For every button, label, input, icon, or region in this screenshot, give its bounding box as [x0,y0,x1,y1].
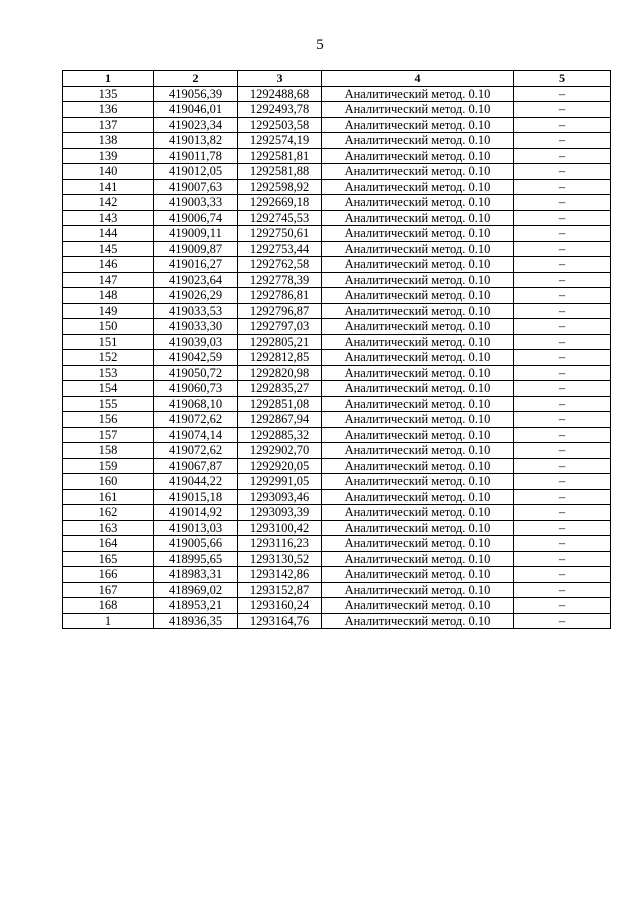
table-cell: Аналитический метод. 0.10 [322,241,514,257]
table-cell: 419023,64 [154,272,238,288]
table-cell: – [514,613,611,629]
table-cell: 159 [63,458,154,474]
table-cell: – [514,427,611,443]
table-cell: 419033,53 [154,303,238,319]
table-cell: 1292885,32 [238,427,322,443]
table-cell: – [514,505,611,521]
table-row [63,505,611,521]
table-row [63,226,611,242]
table-cell: 138 [63,133,154,149]
table-row [63,412,611,428]
table-cell: – [514,443,611,459]
table-cell: Аналитический метод. 0.10 [322,582,514,598]
table-cell: Аналитический метод. 0.10 [322,381,514,397]
table-cell: – [514,567,611,583]
table-cell: 152 [63,350,154,366]
table-cell: 139 [63,148,154,164]
header-cell: 4 [322,71,514,87]
table-row [63,458,611,474]
table-row [63,164,611,180]
table-cell: 1292786,81 [238,288,322,304]
table-cell: – [514,102,611,118]
table-row [63,567,611,583]
table-cell: 419007,63 [154,179,238,195]
table-cell: 142 [63,195,154,211]
table-row [63,381,611,397]
table-cell: 1292902,70 [238,443,322,459]
table-cell: 149 [63,303,154,319]
table-cell: 165 [63,551,154,567]
table-cell: – [514,210,611,226]
table-cell: Аналитический метод. 0.10 [322,195,514,211]
table-cell: Аналитический метод. 0.10 [322,210,514,226]
table-row [63,117,611,133]
table-cell: 1292493,78 [238,102,322,118]
table-cell: Аналитический метод. 0.10 [322,288,514,304]
table-cell: 1293093,39 [238,505,322,521]
table-row [63,303,611,319]
table-row [63,102,611,118]
table-cell: 1292797,03 [238,319,322,335]
table-cell: Аналитический метод. 0.10 [322,551,514,567]
table-cell: 419042,59 [154,350,238,366]
table-cell: 419006,74 [154,210,238,226]
table-row [63,396,611,412]
header-cell: 1 [63,71,154,87]
table-cell: Аналитический метод. 0.10 [322,474,514,490]
table-cell: 168 [63,598,154,614]
table-cell: – [514,86,611,102]
table-cell: – [514,536,611,552]
table-cell: – [514,582,611,598]
table-cell: 419046,01 [154,102,238,118]
table-cell: – [514,179,611,195]
table-cell: 419068,10 [154,396,238,412]
table-cell: 1292598,92 [238,179,322,195]
table-cell: 167 [63,582,154,598]
table-cell: 419026,29 [154,288,238,304]
table-cell: 137 [63,117,154,133]
table-cell: 158 [63,443,154,459]
table-cell: – [514,365,611,381]
table-row [63,489,611,505]
table-cell: 419072,62 [154,443,238,459]
table-cell: Аналитический метод. 0.10 [322,179,514,195]
table-cell: 1292835,27 [238,381,322,397]
table-cell: 163 [63,520,154,536]
table-cell: 1292920,05 [238,458,322,474]
table-cell: Аналитический метод. 0.10 [322,117,514,133]
table-cell: 419005,66 [154,536,238,552]
table-cell: 1292762,58 [238,257,322,273]
table-cell: 1 [63,613,154,629]
table-cell: – [514,117,611,133]
table-cell: 1292750,61 [238,226,322,242]
table-row [63,474,611,490]
table-cell: 155 [63,396,154,412]
table-cell: – [514,272,611,288]
table-cell: Аналитический метод. 0.10 [322,443,514,459]
table-cell: 1292991,05 [238,474,322,490]
table-cell: – [514,303,611,319]
page-number: 5 [316,37,324,53]
table-header-row [63,71,611,87]
table-cell: Аналитический метод. 0.10 [322,489,514,505]
table-row [63,365,611,381]
table-row [63,536,611,552]
table-cell: 1293160,24 [238,598,322,614]
table-cell: – [514,520,611,536]
table-row [63,443,611,459]
table-cell: 151 [63,334,154,350]
table-cell: 150 [63,319,154,335]
table-cell: 160 [63,474,154,490]
table-cell: Аналитический метод. 0.10 [322,365,514,381]
table-cell: 1293142,86 [238,567,322,583]
header-cell: 2 [154,71,238,87]
table-cell: 419009,87 [154,241,238,257]
table-cell: 419013,03 [154,520,238,536]
table-cell: 418969,02 [154,582,238,598]
table-row [63,319,611,335]
table-cell: – [514,551,611,567]
table-cell: 146 [63,257,154,273]
table-cell: Аналитический метод. 0.10 [322,164,514,180]
table-cell: 1292581,81 [238,148,322,164]
table-row [63,272,611,288]
table-cell: Аналитический метод. 0.10 [322,598,514,614]
table-row [63,582,611,598]
table-cell: Аналитический метод. 0.10 [322,303,514,319]
table-cell: 136 [63,102,154,118]
table-cell: 156 [63,412,154,428]
table-cell: Аналитический метод. 0.10 [322,226,514,242]
table-cell: 419003,33 [154,195,238,211]
table-cell: 419067,87 [154,458,238,474]
table-cell: 419039,03 [154,334,238,350]
table-cell: – [514,319,611,335]
table-cell: 418953,21 [154,598,238,614]
table-cell: 419011,78 [154,148,238,164]
table-cell: 419074,14 [154,427,238,443]
table-cell: – [514,396,611,412]
table-cell: 140 [63,164,154,180]
table-cell: 1293164,76 [238,613,322,629]
table-cell: 1293152,87 [238,582,322,598]
table-cell: 419072,62 [154,412,238,428]
table-cell: 1292820,98 [238,365,322,381]
table-cell: 1292778,39 [238,272,322,288]
table-cell: 1292669,18 [238,195,322,211]
table-cell: Аналитический метод. 0.10 [322,412,514,428]
table-cell: 418983,31 [154,567,238,583]
table-cell: 1292488,68 [238,86,322,102]
table-cell: 1293100,42 [238,520,322,536]
table-row [63,86,611,102]
table-row [63,613,611,629]
table-cell: 1292796,87 [238,303,322,319]
table-row [63,210,611,226]
table-cell: 419009,11 [154,226,238,242]
table-cell: – [514,164,611,180]
table-cell: 419015,18 [154,489,238,505]
table-cell: 157 [63,427,154,443]
table-cell: 1292867,94 [238,412,322,428]
table-cell: Аналитический метод. 0.10 [322,334,514,350]
table-cell: 148 [63,288,154,304]
table-cell: – [514,241,611,257]
table-cell: 1293116,23 [238,536,322,552]
table-cell: 1292753,44 [238,241,322,257]
table-cell: 153 [63,365,154,381]
header-cell: 3 [238,71,322,87]
table-cell: 1292805,21 [238,334,322,350]
table-row [63,551,611,567]
table-cell: – [514,474,611,490]
table-cell: 1292503,58 [238,117,322,133]
table-cell: Аналитический метод. 0.10 [322,613,514,629]
table-cell: 419016,27 [154,257,238,273]
table-row [63,179,611,195]
table-cell: 143 [63,210,154,226]
table-cell: 1293130,52 [238,551,322,567]
table-cell: – [514,381,611,397]
table-cell: 164 [63,536,154,552]
table-cell: 1293093,46 [238,489,322,505]
table-cell: – [514,257,611,273]
table-cell: Аналитический метод. 0.10 [322,102,514,118]
table-cell: – [514,195,611,211]
table-row [63,257,611,273]
table-cell: 1292581,88 [238,164,322,180]
table-row [63,520,611,536]
table-cell: Аналитический метод. 0.10 [322,427,514,443]
table-cell: 1292745,53 [238,210,322,226]
table-body [63,86,611,629]
table-cell: 144 [63,226,154,242]
table-cell: 154 [63,381,154,397]
table-cell: 419044,22 [154,474,238,490]
table-cell: 162 [63,505,154,521]
table-cell: Аналитический метод. 0.10 [322,567,514,583]
table-cell: Аналитический метод. 0.10 [322,133,514,149]
table-cell: 418936,35 [154,613,238,629]
table-cell: 419056,39 [154,86,238,102]
table-cell: 419012,05 [154,164,238,180]
table-cell: Аналитический метод. 0.10 [322,536,514,552]
table-cell: Аналитический метод. 0.10 [322,520,514,536]
table-cell: 166 [63,567,154,583]
table-row [63,148,611,164]
table-cell: Аналитический метод. 0.10 [322,148,514,164]
table-cell: 418995,65 [154,551,238,567]
table-row [63,288,611,304]
coordinates-table [62,70,611,629]
table-cell: 419014,92 [154,505,238,521]
table-cell: Аналитический метод. 0.10 [322,272,514,288]
table-cell: 419060,73 [154,381,238,397]
table-row [63,195,611,211]
table-cell: 1292812,85 [238,350,322,366]
table-row [63,350,611,366]
table-cell: 147 [63,272,154,288]
table-cell: Аналитический метод. 0.10 [322,319,514,335]
table-row [63,241,611,257]
header-cell: 5 [514,71,611,87]
table-cell: – [514,350,611,366]
table-cell: 419033,30 [154,319,238,335]
table-cell: – [514,598,611,614]
table-cell: Аналитический метод. 0.10 [322,458,514,474]
table-cell: 1292574,19 [238,133,322,149]
table-row [63,598,611,614]
table-row [63,334,611,350]
table-row [63,427,611,443]
table-cell: Аналитический метод. 0.10 [322,396,514,412]
table-cell: – [514,458,611,474]
table-cell: 419050,72 [154,365,238,381]
table-cell: – [514,148,611,164]
table-cell: Аналитический метод. 0.10 [322,86,514,102]
table-cell: – [514,133,611,149]
table-cell: – [514,489,611,505]
table-cell: 145 [63,241,154,257]
table-cell: 161 [63,489,154,505]
table-cell: Аналитический метод. 0.10 [322,350,514,366]
table-cell: Аналитический метод. 0.10 [322,257,514,273]
table-cell: 419023,34 [154,117,238,133]
table-cell: 419013,82 [154,133,238,149]
table-cell: 1292851,08 [238,396,322,412]
table-cell: – [514,334,611,350]
table-cell: 141 [63,179,154,195]
table-cell: – [514,226,611,242]
table-cell: 135 [63,86,154,102]
table-row [63,133,611,149]
table-cell: – [514,288,611,304]
table-cell: Аналитический метод. 0.10 [322,505,514,521]
table-cell: – [514,412,611,428]
